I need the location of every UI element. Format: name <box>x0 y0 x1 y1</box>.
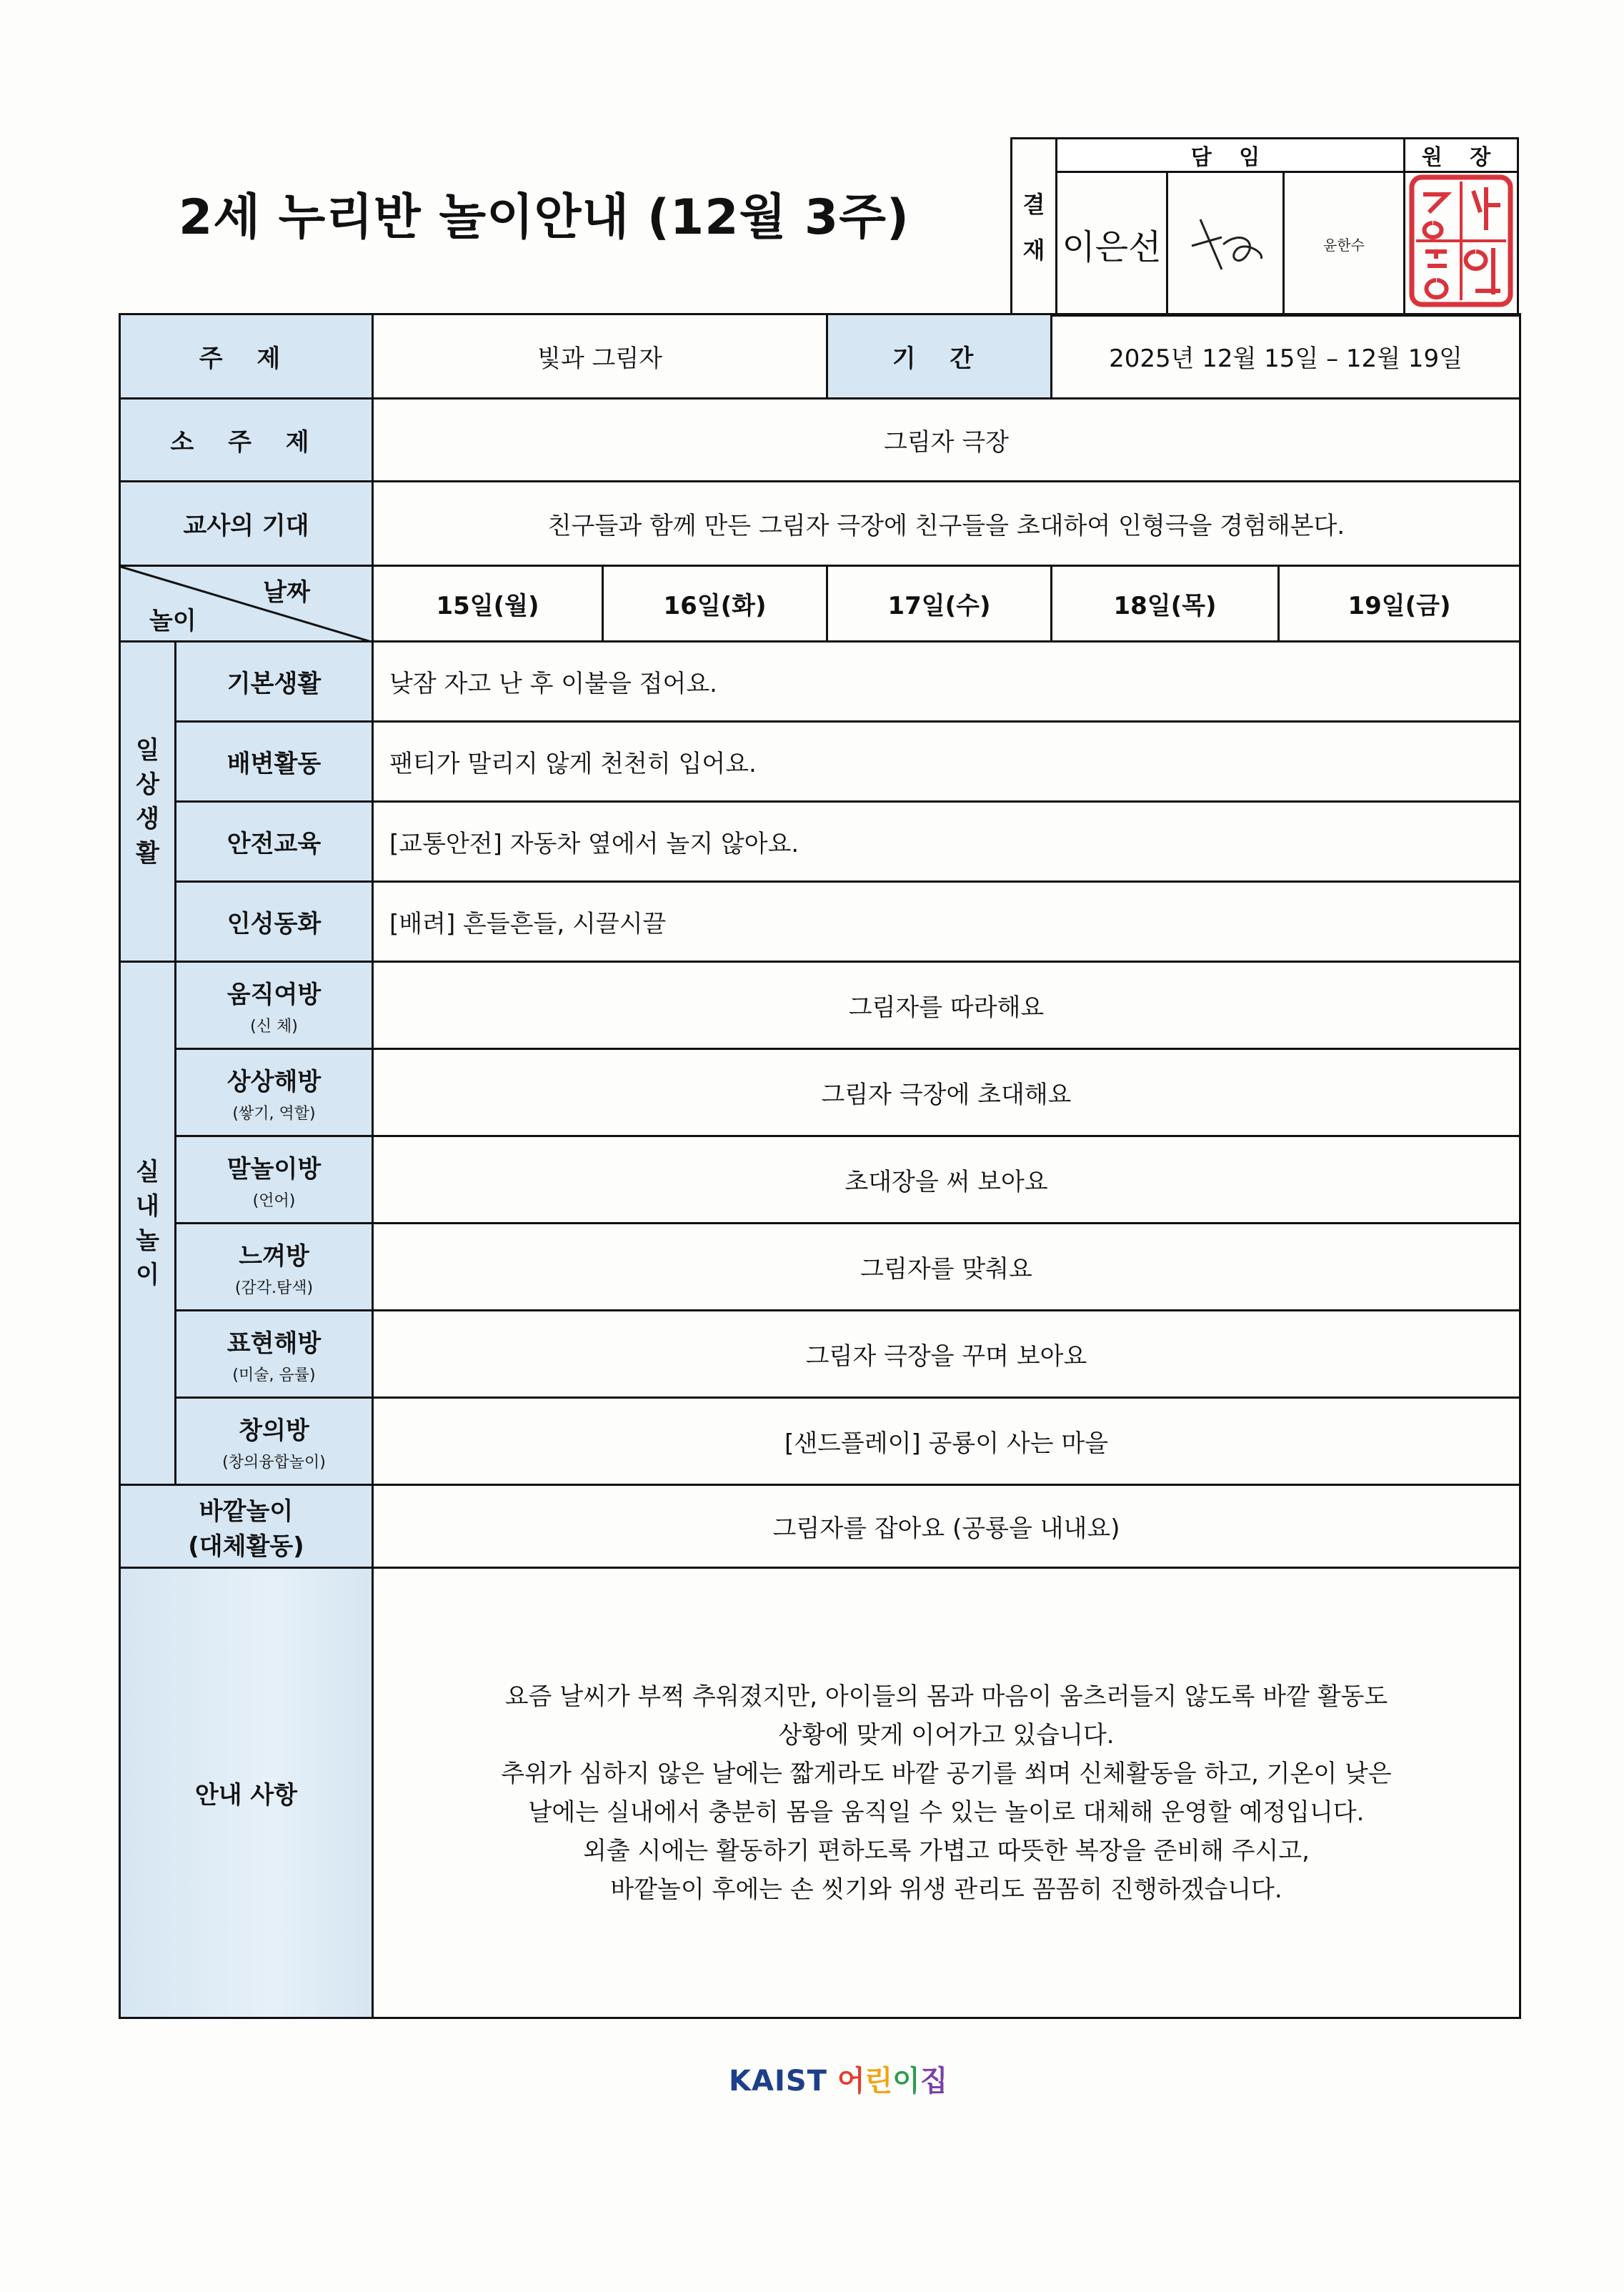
room-label <box>176 1049 373 1136</box>
room-name: 표현해방 <box>226 1329 322 1358</box>
outdoor-label <box>120 1485 373 1568</box>
room-sub: (창의융합놀이) <box>222 1453 326 1472</box>
day-header: 16일(화) <box>603 566 827 642</box>
room-sub: (신 체) <box>250 1017 298 1036</box>
theme-label-text: 주 제 <box>199 344 294 373</box>
notice-label <box>120 1568 373 2018</box>
room-name: 상상해방 <box>226 1067 322 1096</box>
signature-icon <box>1172 202 1279 280</box>
seal-icon <box>1408 173 1515 309</box>
room-sub: (언어) <box>252 1191 296 1210</box>
notice-body <box>373 1568 1520 2018</box>
notice-line: 요즘 날씨가 부쩍 추워졌지만, 아이들의 몸과 마음이 움츠러들지 않도록 바깥 활동도 <box>504 1682 1388 1711</box>
notice-line: 날에는 실내에서 충분히 몸을 움직일 수 있는 놀이로 대체해 운영할 예정입니다. <box>528 1797 1365 1827</box>
room-label <box>176 1136 373 1224</box>
notice-line: 외출 시에는 활동하기 편하도록 가볍고 따뜻한 복장을 준비해 주시고, <box>583 1836 1310 1865</box>
day-corner-cell <box>120 566 373 642</box>
room-value: 그림자를 따라해요 <box>373 962 1520 1049</box>
notice-line: 추위가 심하지 않은 날에는 짧게라도 바깥 공기를 쐬며 신체활동을 하고, 기온이 낮은 <box>501 1759 1392 1788</box>
logo-char: 집 <box>920 2065 948 2098</box>
notice-line: 상황에 맞게 이어가고 있습니다. <box>778 1720 1115 1750</box>
footer-logo <box>729 2058 948 2099</box>
period-label-text: 기 간 <box>892 344 987 373</box>
approval-label <box>1012 139 1057 316</box>
subtheme-label <box>120 399 373 482</box>
logo-char: 어 <box>837 2065 865 2098</box>
date-label: 날짜 <box>263 578 310 607</box>
teacher-signature <box>1167 172 1284 316</box>
teacher1-name: 이은선 <box>1057 172 1167 316</box>
day-header: 15일(월) <box>373 566 603 642</box>
page-title: 2세 누리반 놀이안내 (12월 3주) <box>179 189 910 246</box>
approval-label-bottom: 재 <box>1022 236 1045 264</box>
day-header: 17일(수) <box>827 566 1052 642</box>
period-label <box>827 314 1052 399</box>
row-label: 인성동화 <box>176 882 373 962</box>
row-value: 팬티가 말리지 않게 천천히 입어요. <box>373 722 1520 802</box>
logo-char: 이 <box>892 2065 920 2098</box>
teacher2-note: 윤한수 <box>1284 172 1405 316</box>
subtheme-label-text: 소 주 제 <box>170 428 322 457</box>
director-header: 원 장 <box>1405 139 1518 172</box>
day-header: 18일(목) <box>1052 566 1279 642</box>
room-name: 느껴방 <box>239 1241 309 1271</box>
indoor-play-category-text: 실내놀이 <box>136 1157 159 1289</box>
teacher-header: 담 임 <box>1057 139 1405 172</box>
director-seal <box>1405 172 1518 316</box>
room-name: 움직여방 <box>226 980 322 1009</box>
room-label <box>176 1311 373 1398</box>
outdoor-label-line2: (대체활동) <box>188 1532 304 1561</box>
room-sub: (미술, 음률) <box>232 1366 316 1384</box>
room-value: 그림자를 맞춰요 <box>373 1224 1520 1311</box>
schedule-table <box>119 313 1521 2019</box>
expect-value: 친구들과 함께 만든 그림자 극장에 친구들을 초대하여 인형극을 경험해본다. <box>373 482 1520 566</box>
logo-brand: KAIST <box>729 2065 827 2098</box>
daily-life-category-text: 일상생활 <box>136 735 159 868</box>
logo-char: 린 <box>865 2065 893 2098</box>
row-value: [교통안전] 자동차 옆에서 놀지 않아요. <box>373 802 1520 882</box>
room-value: 그림자 극장을 꾸며 보아요 <box>373 1311 1520 1398</box>
approval-box <box>1010 137 1519 317</box>
subtheme-value: 그림자 극장 <box>373 399 1520 482</box>
outdoor-label-line1: 바깥놀이 <box>199 1497 294 1526</box>
period-value: 2025년 12월 15일 – 12월 19일 <box>1052 314 1520 399</box>
notice-line: 바깥놀이 후에는 손 씻기와 위생 관리도 꼼꼼히 진행하겠습니다. <box>610 1875 1282 1904</box>
room-value: 그림자 극장에 초대해요 <box>373 1049 1520 1136</box>
notice-label-text: 안내 사항 <box>194 1781 298 1810</box>
theme-label <box>120 314 373 399</box>
outdoor-value: 그림자를 잡아요 (공룡을 내내요) <box>373 1485 1520 1568</box>
day-header: 19일(금) <box>1279 566 1520 642</box>
room-value: 초대장을 써 보아요 <box>373 1136 1520 1224</box>
daily-life-category <box>120 642 176 962</box>
approval-label-top: 결 <box>1022 190 1045 218</box>
room-sub: (감각.탐색) <box>234 1279 314 1297</box>
row-label: 안전교육 <box>176 802 373 882</box>
expect-label: 교사의 기대 <box>120 482 373 566</box>
row-label: 배변활동 <box>176 722 373 802</box>
row-value: 낮잠 자고 난 후 이불을 접어요. <box>373 642 1520 722</box>
theme-value: 빛과 그림자 <box>373 314 827 399</box>
room-name: 말놀이방 <box>226 1154 322 1184</box>
room-sub: (쌓기, 역할) <box>232 1104 316 1123</box>
room-label <box>176 962 373 1049</box>
room-label <box>176 1398 373 1485</box>
row-label: 기본생활 <box>176 642 373 722</box>
room-label <box>176 1224 373 1311</box>
room-value: [샌드플레이] 공룡이 사는 마을 <box>373 1398 1520 1485</box>
row-value: [배려] 흔들흔들, 시끌시끌 <box>373 882 1520 962</box>
room-name: 창의방 <box>239 1416 309 1445</box>
play-label: 놀이 <box>149 607 196 635</box>
indoor-play-category <box>120 962 176 1485</box>
